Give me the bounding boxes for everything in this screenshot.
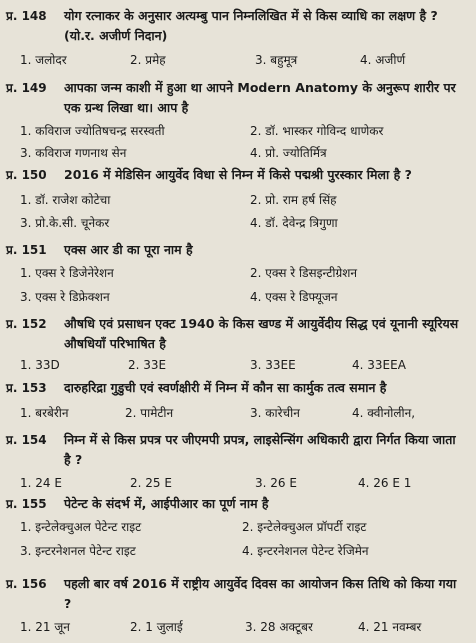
question-number: प्र. 156: [6, 577, 47, 591]
option-3: 3. इन्टरनेशनल पेटेन्ट राइट: [20, 544, 136, 558]
option-2: 2. 25 E: [130, 476, 172, 490]
option-2: 2. एक्स रे डिसइन्टीग्रेशन: [250, 266, 358, 280]
option-2: 2. डॉ. भास्कर गोविन्द धाणेकर: [250, 124, 384, 138]
question-number: प्र. 154: [6, 433, 47, 447]
option-4: 4. 26 E 1: [358, 476, 412, 490]
question-number: प्र. 150: [6, 168, 47, 182]
option-3: 3. एक्स रे डिफ्रेक्शन: [20, 290, 110, 304]
question-text: पहली बार वर्ष 2016 में राष्ट्रीय आयुर्वेद दिवस का आयोजन किस तिथि को किया गया ?: [64, 576, 457, 611]
option-2: 2. इन्टेलेक्चुअल प्रॉपर्टी राइट: [242, 520, 367, 534]
question-text: योग रत्नाकर के अनुसार अत्यम्बु पान निम्नलिखित में से किस व्याधि का लक्षण है ? (यो.र. अजीर्ण निदान): [64, 8, 438, 43]
question-number: प्र. 152: [6, 317, 47, 331]
option-2: 2. प्रमेह: [130, 53, 166, 67]
option-4: 4. 21 नवम्बर: [358, 620, 422, 634]
option-1: 1. बरबेरीन: [20, 406, 69, 420]
option-1: 1. कविराज ज्योतिषचन्द्र सरस्वती: [20, 124, 165, 138]
option-4: 4. अजीर्ण: [360, 53, 406, 67]
option-3: 3. बहुमूत्र: [255, 53, 298, 67]
option-4: 4. क्वीनोलीन,: [352, 406, 416, 420]
question-number: प्र. 149: [6, 81, 47, 95]
option-4: 4. एक्स रे डिफ्यूजन: [250, 290, 338, 304]
option-4: 4. इन्टरनेशनल पेटेन्ट रेजिमेन: [242, 544, 369, 558]
question-text: निम्न में से किस प्रपत्र पर जीएमपी प्रपत्र, लाइसेन्सिंग अधिकारी द्वारा निर्गत किया जाता है ?: [64, 432, 456, 467]
question-text: एक्स आर डी का पूरा नाम है: [64, 242, 193, 257]
option-2: 2. 1 जुलाई: [130, 620, 183, 634]
option-4: 4. डॉ. देवेन्द्र त्रिगुणा: [250, 216, 338, 230]
option-2: 2. पामेटीन: [125, 406, 174, 420]
option-3: 3. प्रो.के.सी. चूनेकर: [20, 216, 110, 230]
option-1: 1. डॉ. राजेश कोटेचा: [20, 193, 111, 207]
option-3: 3. 33EE: [250, 358, 296, 372]
option-2: 2. 33E: [128, 358, 167, 372]
option-1: 1. एक्स रे डिजेनेरेशन: [20, 266, 114, 280]
option-3: 3. कारेचीन: [250, 406, 300, 420]
question-text: आपका जन्म काशी में हुआ था आपने Modern Anatomy के अनुरूप शारीर पर एक ग्रन्थ लिखा था। आप है: [64, 80, 456, 115]
option-1: 1. 24 E: [20, 476, 62, 490]
option-2: 2. प्रो. राम हर्ष सिंह: [250, 193, 337, 207]
question-text: दारुहरिद्रा गुडुची एवं स्वर्णक्षीरी में निम्न में कौन सा कार्मुक तत्व समान है: [64, 380, 387, 395]
option-4: 4. प्रो. ज्योतिर्मित्र: [250, 146, 327, 160]
question-text: पेटेन्ट के संदर्भ में, आईपीआर का पूर्ण नाम है: [64, 496, 269, 511]
question-text: 2016 में मेडिसिन आयुर्वेद विधा से निम्न में किसे पद्मश्री पुरस्कार मिला है ?: [64, 167, 412, 182]
option-4: 4. 33EEA: [352, 358, 406, 372]
question-number: प्र. 153: [6, 381, 47, 395]
option-3: 3. 28 अक्टूबर: [245, 620, 313, 634]
option-1: 1. 21 जून: [20, 620, 70, 634]
option-3: 3. 26 E: [255, 476, 297, 490]
option-1: 1. 33D: [20, 358, 60, 372]
option-1: 1. इन्टेलेक्चुअल पेटेन्ट राइट: [20, 520, 142, 534]
question-number: प्र. 151: [6, 243, 47, 257]
question-number: प्र. 148: [6, 9, 47, 23]
question-number: प्र. 155: [6, 497, 47, 511]
question-text: औषधि एवं प्रसाधन एक्ट 1940 के किस खण्ड में आयुर्वेदीय सिद्ध एवं यूनानी स्यूरियस औषधियाँ परिभाषित है: [64, 316, 459, 351]
option-3: 3. कविराज गणनाथ सेन: [20, 146, 127, 160]
option-1: 1. जलोदर: [20, 53, 67, 67]
